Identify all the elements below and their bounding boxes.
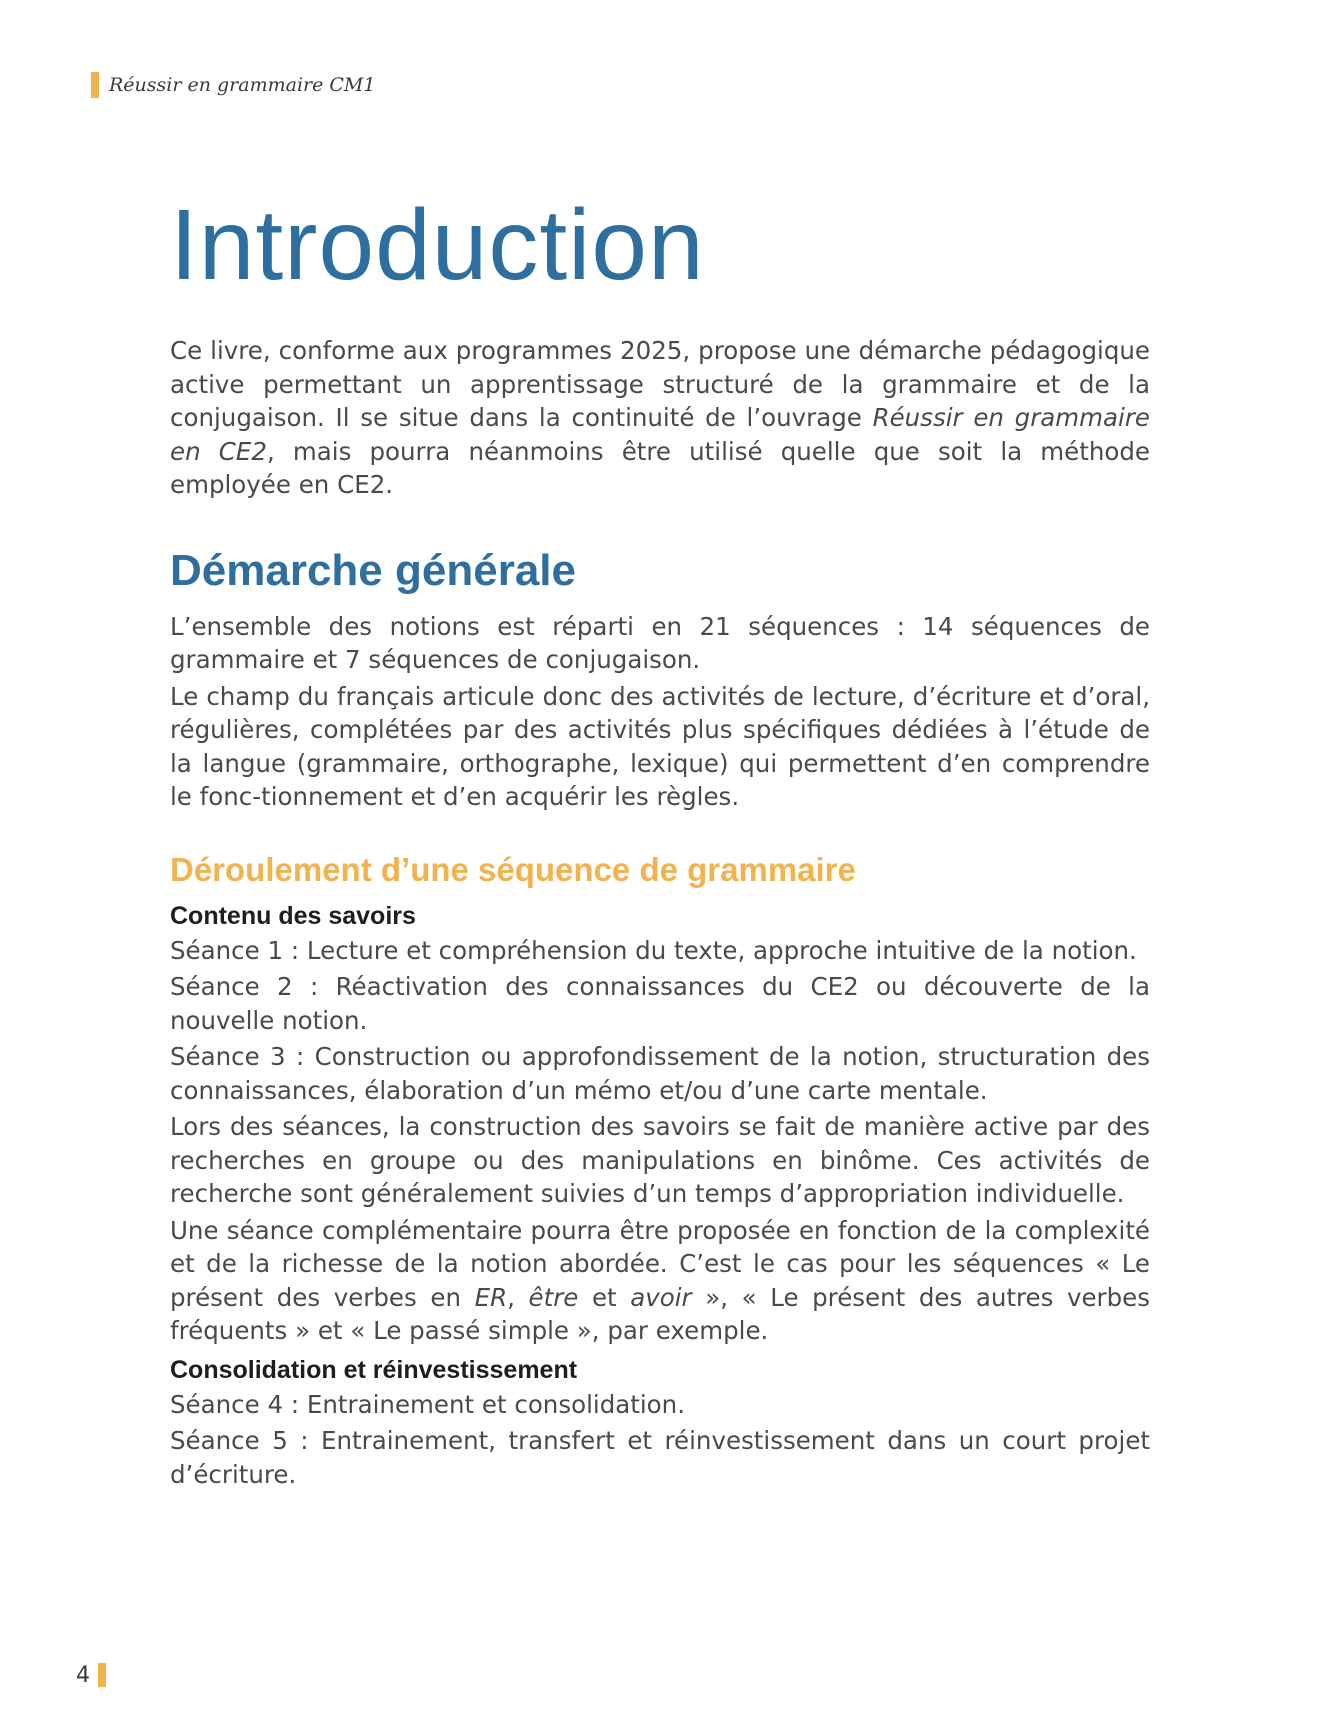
comp-em-avoir: avoir xyxy=(630,1282,692,1312)
page-number: 4 xyxy=(76,1662,90,1688)
page-content xyxy=(170,190,1150,1491)
seance-3: Séance 3 : Construction ou approfondissement de la notion, structuration des connaissances, élaboration d’un mémo et/ou d’une carte mentale. xyxy=(170,1042,1150,1105)
comp-text-a: Une séance complémentaire pourra être proposée en fonction de la complexité et de la richesse de la notion abordée. C’est le cas pour les séquences « Le présent des verbes en xyxy=(170,1215,1150,1312)
paragraph-champ-francais: Le champ du français articule donc des activités de lecture, d’écriture et d’oral, régulières, complétées par des activités plus spécifiques dédiées à l’étude de la langue (grammaire, orthographe, lexique) qui permettent d’en comprendre le fonc-tionnement et d’en acquérir les règles. xyxy=(170,681,1150,811)
comp-text-b: , xyxy=(507,1282,529,1312)
intro-text-b: , mais pourra néanmoins être utilisé quelle que soit la méthode employée en CE2. xyxy=(170,436,1150,499)
paragraph-sequences: L’ensemble des notions est réparti en 21 séquences : 14 séquences de grammaire et 7 séquences de conjugaison. xyxy=(170,611,1150,674)
comp-em-etre: être xyxy=(528,1282,579,1312)
paragraph-seance-complementaire xyxy=(170,1214,1150,1348)
comp-text-c: et xyxy=(578,1282,631,1312)
page-footer xyxy=(76,1663,106,1687)
seance-2: Séance 2 : Réactivation des connaissances du CE2 ou découverte de la nouvelle notion. xyxy=(170,972,1150,1035)
seance-4: Séance 4 : Entrainement et consolidation. xyxy=(170,1389,685,1419)
running-head xyxy=(91,72,375,98)
intro-text-a: Ce livre, conforme aux programmes 2025, propose une démarche pédagogique active permettant un apprentissage structuré de la grammaire et de la conjugaison. Il se situe dans la continuité de l’ouvrage xyxy=(170,336,1150,432)
section-heading-demarche: Démarche générale xyxy=(170,545,576,595)
comp-em-er: ER xyxy=(474,1282,508,1312)
page-title: Introduction xyxy=(170,189,705,301)
intro-paragraph xyxy=(170,334,1150,502)
subheading-contenu-savoirs: Contenu des savoirs xyxy=(170,901,416,930)
seance-5: Séance 5 : Entrainement, transfert et réinvestissement dans un court projet d’écriture. xyxy=(170,1426,1150,1489)
section-heading-deroulement: Déroulement d’une séquence de grammaire xyxy=(170,850,856,888)
intro-book-title: Réussir en grammaire en CE2 xyxy=(170,403,1150,466)
seance-1: Séance 1 : Lecture et compréhension du texte, approche intuitive de la notion. xyxy=(170,935,1137,965)
subheading-consolidation: Consolidation et réinvestissement xyxy=(170,1355,578,1384)
running-head-title: Réussir en grammaire CM1 xyxy=(109,74,376,96)
comp-text-d: », « Le présent des autres verbes fréquents » et « Le passé simple », par exemple. xyxy=(170,1282,1151,1345)
folio-marker xyxy=(98,1663,106,1687)
paragraph-lors-des-seances: Lors des séances, la construction des savoirs se fait de manière active par des recherches en groupe ou des manipulations en binôme. Ces activités de recherche sont généralement suivies d’un temps d’appropriation individuelle. xyxy=(170,1112,1150,1208)
running-head-marker xyxy=(91,72,99,98)
